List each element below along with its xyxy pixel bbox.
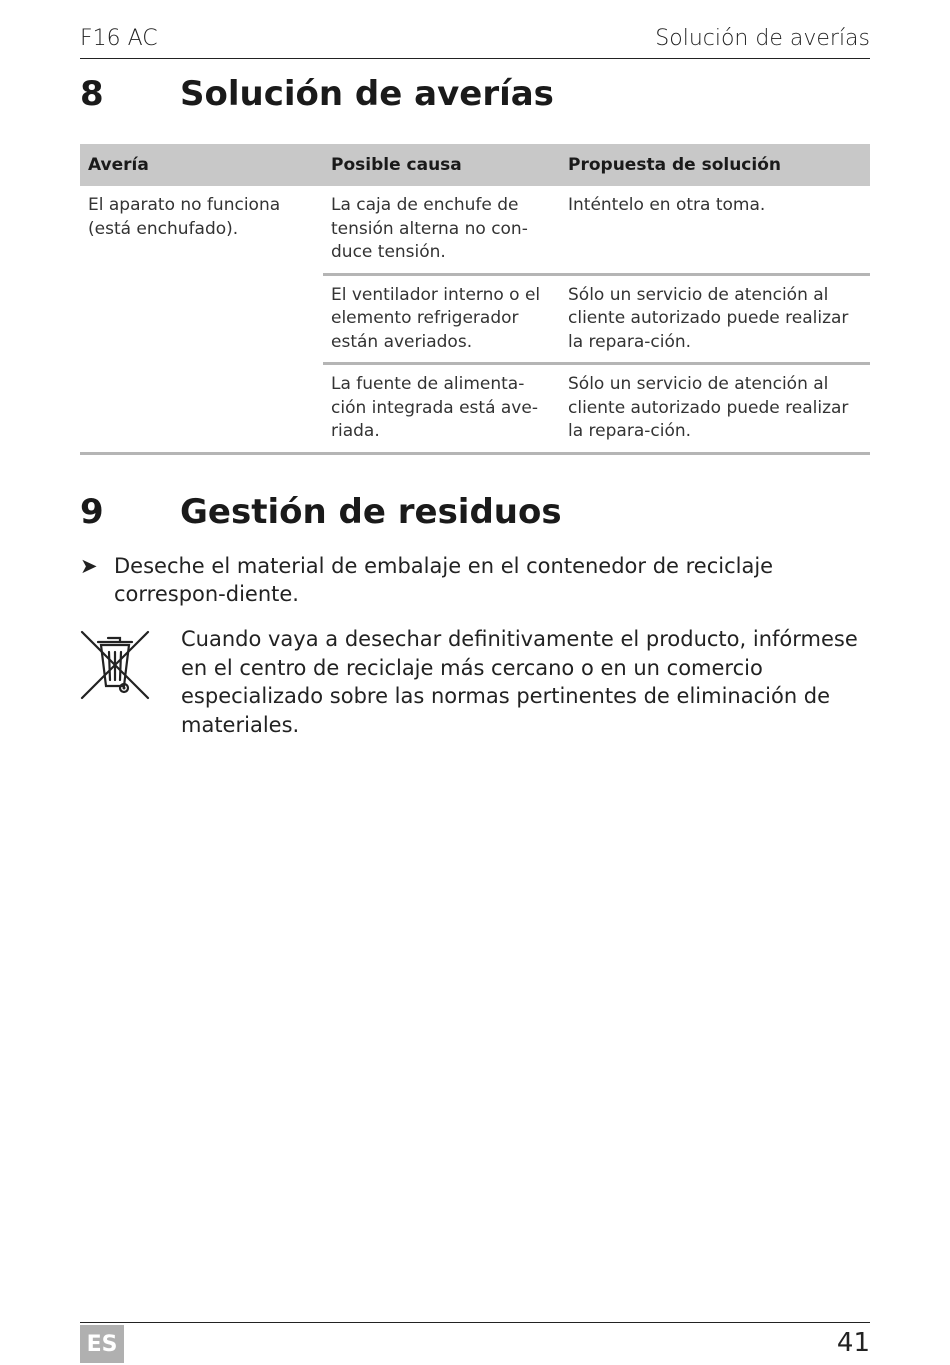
section-8-heading [80,74,870,114]
column-header-fault: Avería [80,144,323,186]
cause-cell: La caja de enchufe de tensión alterna no con-duce tensión. [331,195,528,262]
solution-cell: Sólo un servicio de atención al cliente autorizado puede realizar la repara-ción. [560,364,870,454]
column-header-solution: Propuesta de solución [560,144,870,186]
section-9-title: Gestión de residuos [180,492,562,532]
crossed-out-wheelie-bin-icon [80,630,150,700]
header-product-name: F16 AC [80,26,158,51]
arrow-bullet-icon: ➤ [80,554,98,578]
instruction-text: Deseche el material de embalaje en el contenedor de reciclaje correspon-diente. [114,554,774,606]
header-divider [80,58,870,59]
language-badge: ES [80,1325,124,1363]
page-number: 41 [836,1328,870,1358]
section-9-number: 9 [80,492,104,532]
instruction-bullet [80,552,870,608]
cause-cell: El ventilador interno o el elemento refrigerador están averiados. [323,274,560,364]
section-8-title: Solución de averías [180,74,554,114]
section-9-heading [80,492,870,532]
solution-cell: Sólo un servicio de atención al cliente autorizado puede realizar la repara-ción. [560,274,870,364]
section-8-number: 8 [80,74,104,114]
table-header-row [80,144,870,186]
solution-cell: Inténtelo en otra toma. [568,195,766,215]
fault-cell: El aparato no funciona (está enchufado). [80,186,323,453]
table-row [80,186,870,274]
column-header-cause: Posible causa [323,144,560,186]
troubleshooting-table [80,144,870,455]
footer-divider [80,1322,870,1323]
disposal-instructions: Cuando vaya a desechar definitivamente el producto, infórmese en el centro de reciclaje más cercano o en un comercio especializado sobre las normas pertinentes de eliminación de materiales. [181,627,858,737]
header-section-name: Solución de averías [655,26,870,51]
cause-cell: La fuente de alimenta-ción integrada está ave-riada. [323,364,560,454]
